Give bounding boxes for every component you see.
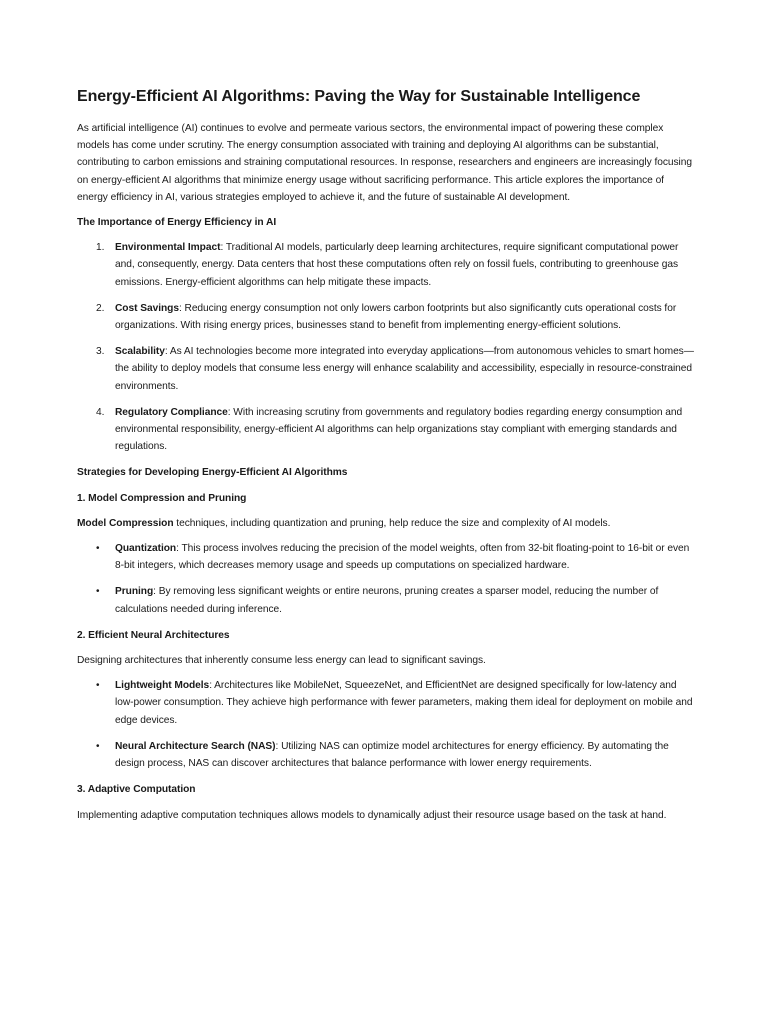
importance-heading: The Importance of Energy Efficiency in AI (77, 217, 277, 229)
list-item (77, 677, 697, 729)
list-item (77, 300, 697, 334)
strategies-heading: Strategies for Developing Energy-Efficient AI Algorithms (77, 467, 348, 479)
bullet-icon: • (96, 586, 100, 598)
compression-lead-term: Model Compression (77, 517, 174, 529)
architectures-intro: Designing architectures that inherently consume less energy can lead to significant savings. (77, 655, 486, 667)
list-item-term: Environmental Impact (115, 242, 221, 254)
list-item-text: : Reducing energy consumption not only lowers carbon footprints but also significantly cuts operational costs for organizations. With rising energy prices, businesses stand to benefit from implementing energy-efficient solutions. (115, 302, 677, 332)
list-item-term: Regulatory Compliance (115, 406, 228, 418)
adaptive-heading: 3. Adaptive Computation (77, 784, 196, 796)
list-number: 2. (96, 302, 105, 314)
list-item-text: : Traditional AI models, particularly deep learning architectures, require significant computational power and, consequently, energy. Data centers that host these computations often rely on fossil fuels, contributing to greenhouse gas emissions. Energy-efficient algorithms can help mitigate these impacts. (115, 242, 679, 288)
list-item-term: Lightweight Models (115, 680, 210, 692)
compression-list (77, 540, 697, 618)
list-item (77, 540, 697, 574)
list-item (77, 239, 697, 291)
bullet-icon: • (96, 740, 100, 752)
intro-paragraph: As artificial intelligence (AI) continues to evolve and permeate various sectors, the environmental impact of powering these complex models has come under scrutiny. The energy consumption associated with training and deploying AI algorithms can be substantial, contributing to carbon emissions and straining computational resources. In response, researchers and engineers are increasingly focusing on energy-efficient AI algorithms that minimize energy usage without sacrificing performance. This article explores the importance of energy efficiency in AI, various strategies employed to achieve it, and the future of sustainable AI development. (77, 123, 692, 203)
adaptive-intro: Implementing adaptive computation techniques allows models to dynamically adjust their resource usage based on the task at hand. (77, 809, 667, 821)
compression-intro (77, 515, 697, 532)
bullet-icon: • (96, 680, 100, 692)
list-item-term: Scalability (115, 346, 165, 358)
list-item-text: : This process involves reducing the precision of the model weights, often from 32-bit floating-point to 16-bit or even 8-bit integers, which decreases memory usage and speeds up computations on specialized hardware. (115, 543, 690, 572)
list-item-text: : Utilizing NAS can optimize model architectures for energy efficiency. By automating the design process, NAS can discover architectures that balance performance with lower energy requirements. (115, 740, 669, 770)
document-page (77, 86, 697, 832)
list-item-text: : Architectures like MobileNet, SqueezeNet, and EfficientNet are designed specifically for low-latency and low-power consumption. They achieve high performance with fewer parameters, making them ideal for deployment on mobile and edge devices. (115, 680, 693, 726)
compression-lead-text: techniques, including quantization and pruning, help reduce the size and complexity of AI models. (173, 517, 611, 529)
list-number: 4. (96, 406, 105, 418)
list-item (77, 738, 697, 772)
architectures-heading: 2. Efficient Neural Architectures (77, 629, 230, 641)
list-item-term: Neural Architecture Search (NAS) (115, 740, 276, 752)
list-item-text: : By removing less significant weights or entire neurons, pruning creates a sparser model, reducing the number of calculations needed during inference. (115, 586, 659, 615)
list-number: 3. (96, 346, 105, 358)
architectures-list (77, 677, 697, 772)
importance-list (77, 239, 697, 455)
document-title: Energy-Efficient AI Algorithms: Paving the Way for Sustainable Intelligence (77, 88, 641, 105)
compression-heading: 1. Model Compression and Pruning (77, 492, 247, 504)
list-item-text: : With increasing scrutiny from governments and regulatory bodies regarding energy consumption and environmental responsibility, energy-efficient AI algorithms can help organizations stay compliant with emerging standards and regulations. (115, 406, 683, 453)
list-item (77, 583, 697, 617)
list-item-term: Pruning (115, 586, 154, 598)
list-item-term: Quantization (115, 543, 177, 555)
list-item-term: Cost Savings (115, 302, 179, 314)
list-item-text: : As AI technologies become more integrated into everyday applications—from autonomous vehicles to smart homes—the ability to deploy models that consume less energy will enhance scalability and accessibility, especially in resource-constrained environments. (115, 346, 694, 392)
list-item (77, 343, 697, 395)
list-item (77, 404, 697, 456)
bullet-icon: • (96, 543, 100, 555)
list-number: 1. (96, 242, 105, 254)
